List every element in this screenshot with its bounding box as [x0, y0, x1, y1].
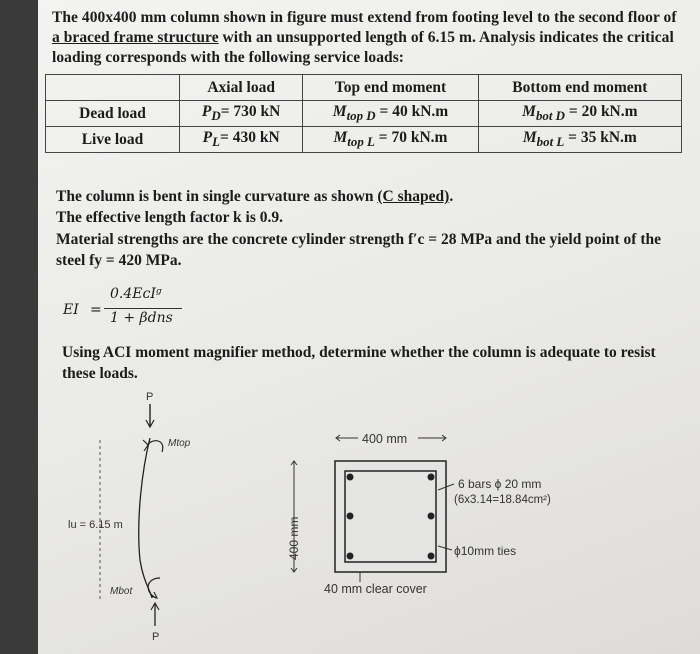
rebar-bottom-right: [428, 553, 435, 560]
live-axial-cell: $P_L= 430$ kN: [180, 127, 303, 153]
braced-frame-emphasis: a braced frame structure: [52, 29, 219, 46]
dead-bottom-moment-cell: $M_{bot D} = 20$ kN.m: [478, 101, 681, 127]
header-bottom-end-moment: Bottom end moment: [478, 75, 681, 101]
problem-text-before: The 400x400 mm column shown in figure must extend from footing level to the second floor of: [52, 9, 677, 26]
formula-denominator: 1 + βdns: [110, 310, 173, 326]
formula-lhs: EI: [63, 302, 79, 318]
row-label-dead: Dead load: [46, 101, 180, 127]
dead-axial-cell: $P_D= 730$ kN: [180, 101, 303, 127]
rebar-mid-left: [347, 513, 354, 520]
column-cross-section: [291, 435, 454, 582]
header-axial-load: Axial load: [180, 75, 303, 101]
live-bottom-moment-cell: $M_{bot L} = 35$ kN.m: [478, 127, 681, 153]
deflected-column-line: [139, 438, 152, 598]
materials-note-line1: Material strengths are the concrete cylinder strength f′c = 28 MPa and the yield point of the: [56, 231, 661, 248]
bottom-moment-arc: [148, 578, 160, 598]
c-shaped-underline: (C shaped): [377, 188, 450, 205]
bottom-moment-label: Mbot: [110, 586, 133, 597]
bottom-load-label: P: [152, 631, 160, 643]
dead-top-moment-cell: $M_{top D} = 40$ kN.m: [303, 101, 478, 127]
problem-text-after: with an unsupported length of 6.15 m. Analysis indicates the critical loading corresponds with the following service loads:: [52, 29, 674, 66]
materials-note-line2: steel fy = 420 MPa.: [56, 252, 182, 269]
clear-cover-label: 40 mm clear cover: [324, 582, 427, 596]
formula-numerator: 0.4EᴄIᵍ: [110, 286, 162, 302]
k-factor-note: The effective length factor k is 0.9.: [56, 209, 283, 226]
height-dim-label: 400 mm: [287, 516, 301, 560]
rebar-bottom-left: [347, 553, 354, 560]
formula-equals: =: [90, 302, 102, 318]
live-top-moment-cell: $M_{top L} = 70$ kN.m: [303, 127, 478, 153]
unsupported-length-label: lu = 6.15 m: [68, 519, 123, 531]
row-label-live: Live load: [46, 127, 180, 153]
header-top-end-moment: Top end moment: [303, 75, 478, 101]
rebar-top-left: [347, 474, 354, 481]
rebar-mid-right: [428, 513, 435, 520]
width-dim-label: 400 mm: [362, 432, 408, 446]
top-load-label: P: [146, 391, 154, 403]
task-statement: Using ACI moment magnifier method, determine whether the column is adequate to resist these loads.: [62, 344, 656, 382]
top-moment-label: Mtop: [168, 438, 191, 449]
bars-area-label: (6x3.14=18.84cm²): [454, 494, 551, 506]
ties-label: ϕ10mm ties: [454, 544, 517, 558]
bars-label: 6 bars ϕ 20 mm: [458, 477, 542, 491]
rebar-top-right: [428, 474, 435, 481]
top-moment-arc: [148, 441, 163, 452]
curvature-note: The column is bent in single curvature as shown (C shaped).: [56, 188, 454, 205]
